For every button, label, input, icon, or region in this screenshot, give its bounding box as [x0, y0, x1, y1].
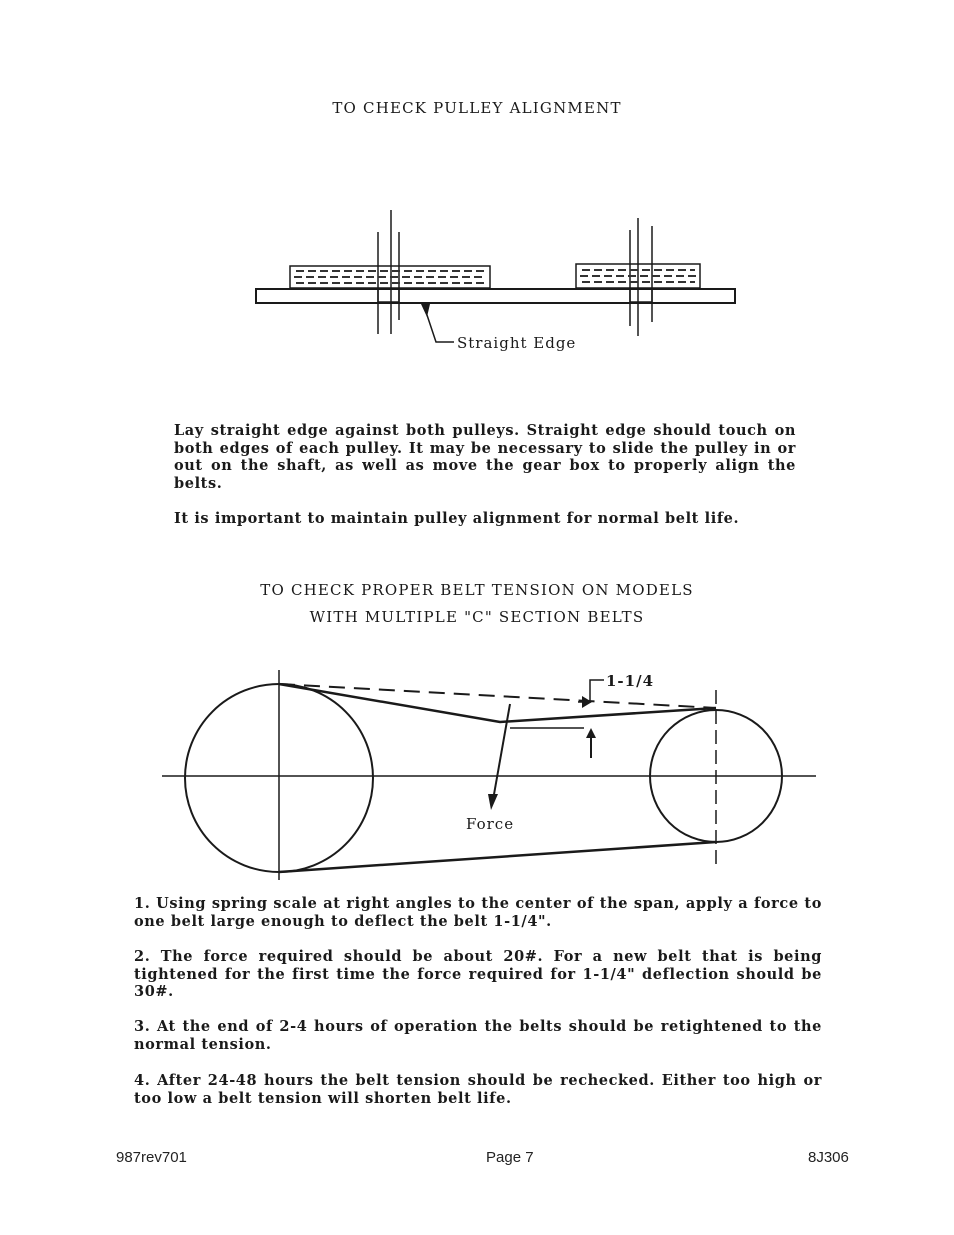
tension-step-2: 2. The force required should be about 20#. For a new belt that is being tightened for the first time the force required for 1-1/4" deflection should be 30#. [134, 948, 822, 1000]
belt-tension-diagram [150, 660, 830, 880]
force-arrow [493, 704, 510, 800]
alignment-instructions: Lay straight edge against both pulleys. Straight edge should touch on both edges of each pulley. It may be necessary to slide the pulley in or out on the shaft, as well as move the gear box to properly align the belts. [174, 422, 796, 492]
deflection-label: 1-1/4 [606, 672, 655, 690]
footer-doc-revision: 987rev701 [116, 1149, 187, 1166]
tension-step-1: 1. Using spring scale at right angles to the center of the span, apply a force to one belt large enough to deflect the belt 1-1/4". [134, 895, 822, 930]
alignment-heading: TO CHECK PULLEY ALIGNMENT [332, 99, 622, 117]
belt-tension-heading-line2: WITH MULTIPLE "C" SECTION BELTS [309, 608, 645, 626]
footer-model-number: 8J306 [808, 1149, 849, 1166]
alignment-note: It is important to maintain pulley alignment for normal belt life. [174, 510, 740, 527]
straight-edge-bar [256, 289, 735, 303]
belt-tension-heading-line1: TO CHECK PROPER BELT TENSION ON MODELS [260, 581, 694, 599]
force-label: Force [466, 815, 515, 833]
straight-edge-label: Straight Edge [457, 334, 577, 352]
tension-step-4: 4. After 24-48 hours the belt tension should be rechecked. Either too high or too low a belt tension will shorten belt life. [134, 1072, 822, 1107]
pulley-alignment-diagram [240, 200, 750, 360]
tension-step-3: 3. At the end of 2-4 hours of operation the belts should be retightened to the normal tension. [134, 1018, 822, 1053]
footer-page-number: Page 7 [486, 1149, 534, 1166]
